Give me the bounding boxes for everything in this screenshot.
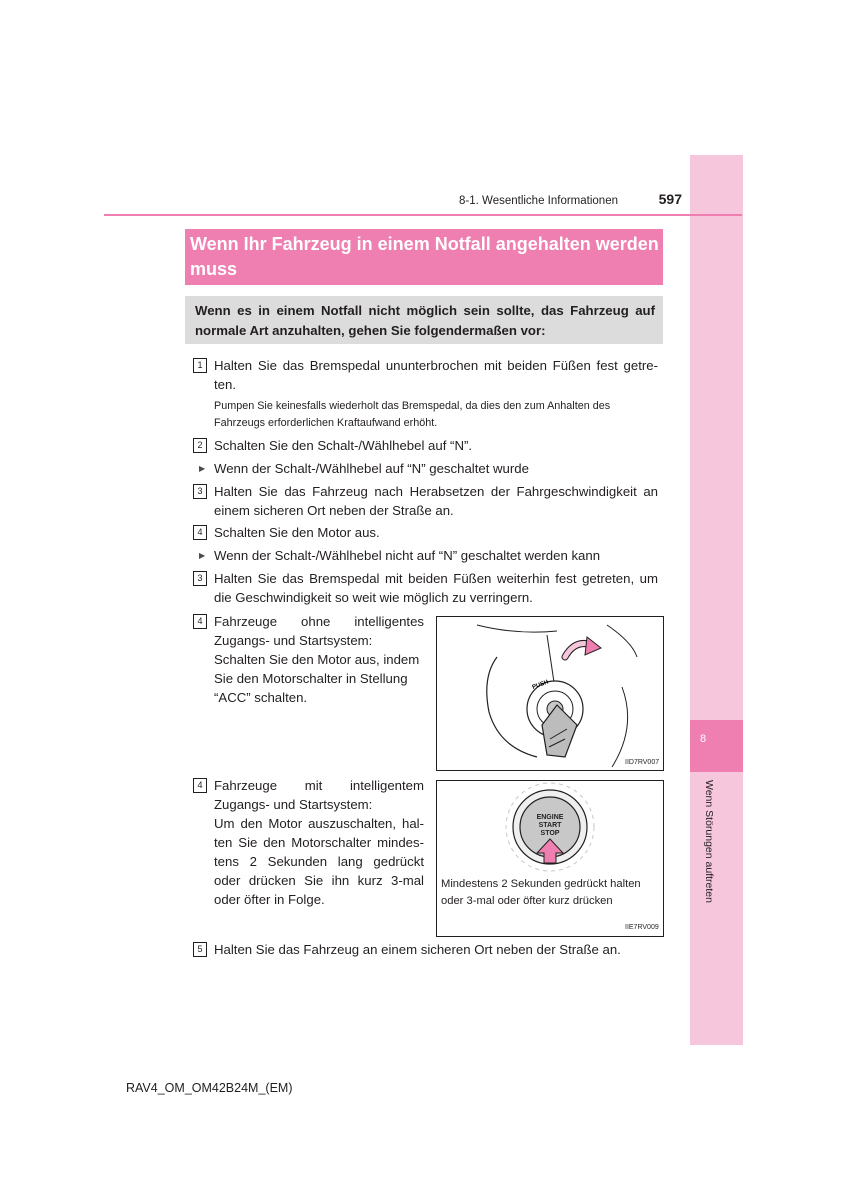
- step-number: 4: [193, 778, 207, 793]
- button-label: STOP: [540, 830, 560, 837]
- step-number: 3: [193, 571, 207, 586]
- step-text: Fahrzeuge ohne intelligentes: [214, 614, 424, 629]
- step-number: 4: [193, 614, 207, 629]
- step-text: Halten Sie das Fahrzeug nach Herabsetzen der Fahrgeschwindigkeit an: [214, 484, 658, 499]
- step-text: Schalten Sie den Schalt-/Wählhebel auf “N”.: [214, 438, 473, 453]
- step-text: Sie den Motorschalter in Stellung: [214, 671, 408, 686]
- step-text: oder öfter in Folge.: [214, 892, 325, 907]
- chapter-title: Wenn Störungen auftreten: [703, 780, 715, 903]
- ignition-key-figure: [436, 616, 664, 771]
- note-text: Pumpen Sie keinesfalls wiederholt das Bremspedal, da dies den zum Anhalten des: [214, 400, 611, 412]
- step-text: Schalten Sie den Motor aus, indem: [214, 652, 420, 667]
- triangle-bullet-icon: ▶: [199, 464, 206, 473]
- step-text: Fahrzeuge mit intelligentem: [214, 778, 424, 793]
- header-rule: [104, 214, 742, 216]
- step-text: tens 2 Sekunden lang gedrückt: [214, 854, 424, 869]
- ignition-key-illustration: [437, 617, 663, 770]
- figure-caption: Mindestens 2 Sekunden gedrückt halten: [441, 878, 641, 890]
- step-text: Halten Sie das Bremspedal mit beiden Füßen weiterhin fest getreten, um: [214, 571, 658, 586]
- chapter-tab-active: [690, 720, 743, 772]
- step-number: 4: [193, 525, 207, 540]
- step-text: Zugangs- und Startsystem:: [214, 797, 373, 812]
- step-number: 5: [193, 942, 207, 957]
- document-code: RAV4_OM_OM42B24M_(EM): [126, 1081, 293, 1095]
- step-text: Schalten Sie den Motor aus.: [214, 525, 380, 540]
- button-label: START: [538, 822, 562, 829]
- step-number: 2: [193, 438, 207, 453]
- step-text: die Geschwindigkeit so weit wie möglich zu verringern.: [214, 590, 533, 605]
- engine-button-illustration: [437, 781, 663, 873]
- note-text: Fahrzeugs erforderlichen Kraftaufwand erhöht.: [214, 417, 438, 429]
- step-text: ten.: [214, 377, 236, 392]
- triangle-bullet-icon: ▶: [199, 551, 206, 560]
- step-text: Halten Sie das Fahrzeug an einem sicheren Ort neben der Straße an.: [214, 942, 621, 957]
- intro-text: Wenn es in einem Notfall nicht möglich sein sollte, das Fahrzeug auf normale Art anzuhalten, gehen Sie folgendermaßen vor:: [195, 303, 655, 338]
- condition-heading: Wenn der Schalt-/Wählhebel auf “N” geschaltet wurde: [214, 461, 529, 476]
- step-number: 1: [193, 358, 207, 373]
- step-text: “ACC” schalten.: [214, 690, 308, 705]
- chapter-title-vertical: [703, 780, 719, 920]
- step-text: einem sicheren Ort neben der Straße an.: [214, 503, 454, 518]
- page-title: Wenn Ihr Fahrzeug in einem Notfall angehalten werden muss: [190, 234, 659, 279]
- step-text: oder drücken Sie ihn kurz 3-mal: [214, 873, 424, 888]
- section-heading: 8-1. Wesentliche Informationen: [459, 195, 618, 207]
- chapter-number: 8: [699, 733, 707, 745]
- condition-heading: Wenn der Schalt-/Wählhebel nicht auf “N” geschaltet werden kann: [214, 548, 601, 563]
- page-number: 597: [658, 191, 682, 207]
- step-text: Halten Sie das Bremspedal ununterbrochen mit beiden Füßen fest getre-: [214, 358, 658, 373]
- step-text: ten Sie den Motorschalter mindes-: [214, 835, 424, 850]
- figure-caption: oder 3-mal oder öfter kurz drücken: [441, 895, 613, 907]
- figure-code: IIE7RV009: [625, 924, 659, 931]
- step-text: Um den Motor auszuschalten, hal-: [214, 816, 424, 831]
- step-text: Zugangs- und Startsystem:: [214, 633, 373, 648]
- figure-code: IID7RV007: [625, 759, 660, 766]
- engine-start-stop-figure: [436, 780, 664, 937]
- rotation-arrow-icon: [585, 637, 601, 655]
- button-label: ENGINE: [536, 814, 564, 821]
- push-label: PUSH: [531, 679, 550, 691]
- step-number: 3: [193, 484, 207, 499]
